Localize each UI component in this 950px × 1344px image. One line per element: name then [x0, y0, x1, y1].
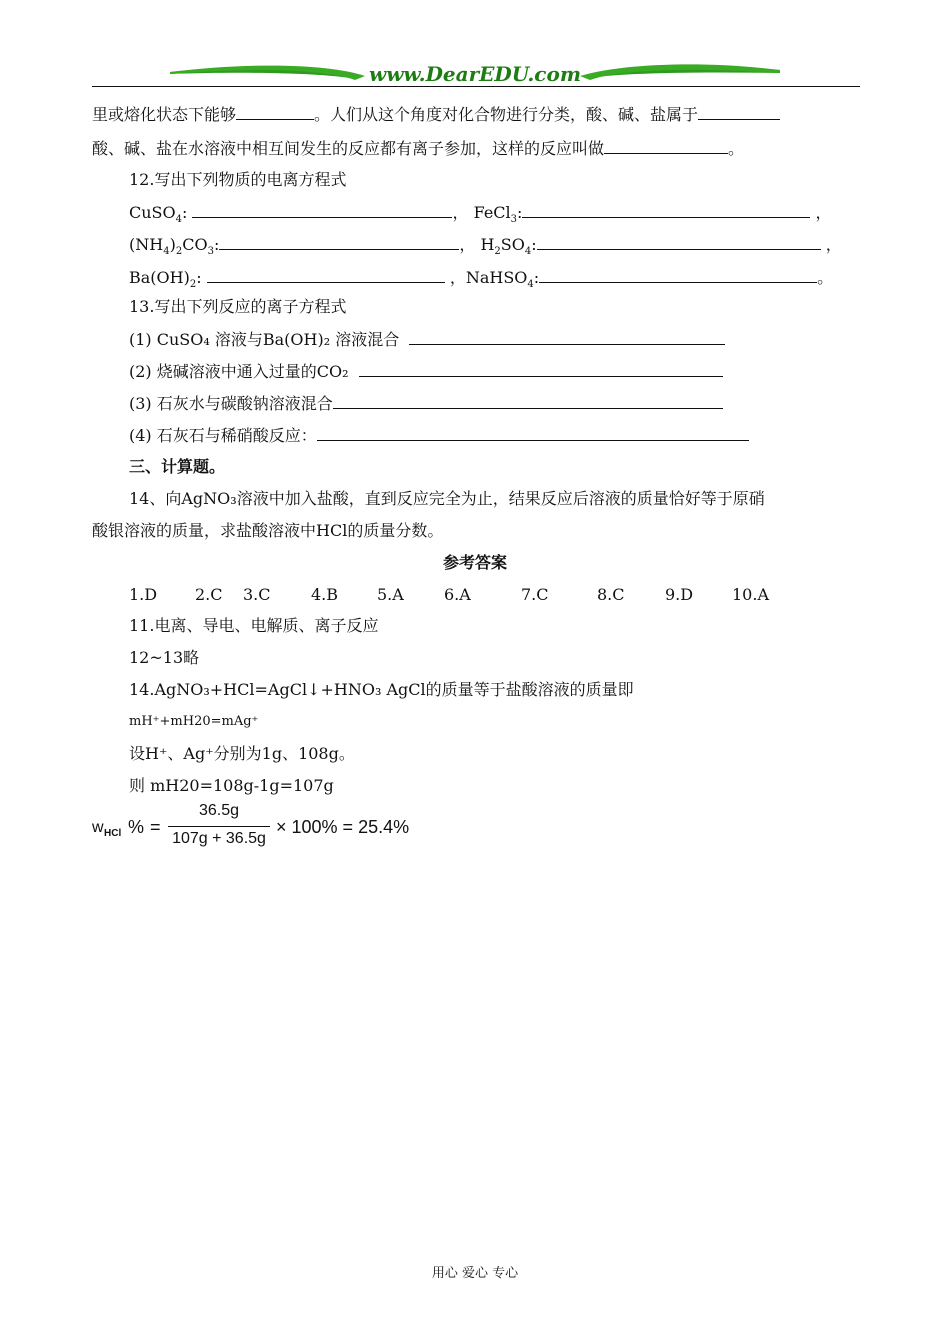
q11-line2: 酸、碱、盐在水溶液中相互间发生的反应都有离子参加，这样的反应叫做 。: [92, 139, 745, 158]
answer-14-line4: 则 mH20=108g-1g=107g: [129, 776, 334, 795]
formula-denominator: 107g + 36.5g: [172, 830, 266, 847]
choice-4: 4.B: [311, 585, 339, 604]
choice-1: 1.D: [129, 585, 158, 604]
answer-blank[interactable]: [539, 266, 817, 283]
choice-3: 3.C: [243, 585, 271, 604]
q14-line2: 酸银溶液的质量，求盐酸溶液中HCl的质量分数。: [92, 521, 444, 540]
formula-rhs: × 100% = 25.4%: [276, 817, 410, 837]
choice-8: 8.C: [597, 585, 625, 604]
q13-title: 13.写出下列反应的离子方程式: [129, 297, 347, 316]
choice-10: 10.A: [732, 585, 769, 604]
answer-blank[interactable]: [522, 201, 810, 218]
formula-lhs-sub: HCl: [104, 828, 122, 839]
answer-blank[interactable]: [333, 392, 723, 409]
q12-row3: $Ba(OH)_2$: ，NaHSO$_4$: 。: [129, 268, 834, 291]
answer-blank[interactable]: [317, 424, 749, 441]
q11-line1: 里或熔化状态下能够 。人们从这个角度对化合物进行分类，酸、碱、盐属于: [92, 103, 780, 126]
answer-12-13: 12~13略: [129, 648, 200, 667]
answer-14-line1: 14.AgNO₃+HCl=AgCl↓+HNO₃ AgCl的质量等于盐酸溶液的质量即: [129, 680, 634, 699]
answer-blank[interactable]: [207, 266, 445, 283]
q13-item-3: (3) 石灰水与碳酸钠溶液混合: [129, 392, 723, 415]
answer-blank[interactable]: [359, 360, 723, 377]
choice-7: 7.C: [521, 585, 549, 604]
q12-row2: $(NH_4)_2CO_3$: ， $H_2SO_4$: ，: [129, 235, 842, 258]
q14-line1: 14、向AgNO₃溶液中加入盐酸，直到反应完全为止，结果反应后溶液的质量恰好等于原硝: [129, 489, 765, 508]
answer-blank[interactable]: [219, 233, 459, 250]
answer-blank[interactable]: [192, 201, 452, 218]
logo-text: www.DearEDU.com: [368, 62, 582, 86]
formula-numerator: 36.5g: [198, 802, 240, 819]
choice-6: 6.A: [444, 585, 471, 604]
answer-blank[interactable]: [409, 328, 725, 345]
q12-title: 12.写出下列物质的电离方程式: [129, 170, 347, 189]
choice-5: 5.A: [377, 585, 404, 604]
q13-item-1: (1) CuSO₄ 溶液与Ba(OH)₂ 溶液混合: [129, 328, 725, 351]
formula-lhs: w: [92, 819, 104, 836]
q13-item-2: (2) 烧碱溶液中通入过量的CO₂: [129, 360, 723, 383]
q13-item-4: (4) 石灰石与稀硝酸反应：: [129, 424, 749, 447]
answer-14-line2: mH⁺+mH20=mAg⁺: [129, 714, 259, 729]
q12-row1: CuSO$_4$: ， FeCl$_3$: ，: [129, 203, 832, 226]
answer-14-line3: 设H⁺、Ag⁺分别为1g、108g。: [129, 744, 355, 763]
answer-blank[interactable]: [537, 233, 821, 250]
header-rule: [92, 86, 860, 87]
section-3-title: 三、计算题。: [129, 457, 226, 476]
answers-title: 参考答案: [442, 553, 507, 572]
choice-9: 9.D: [665, 585, 694, 604]
mass-fraction-formula: w HCl % = 36.5g 107g + 36.5g × 100% = 25.4%: [92, 802, 410, 847]
choice-2: 2.C: [195, 585, 223, 604]
answer-11: 11.电离、导电、电解质、离子反应: [129, 616, 379, 635]
fraction-bar: [168, 826, 270, 827]
page-footer: 用心 爱心 专心: [431, 1266, 519, 1281]
